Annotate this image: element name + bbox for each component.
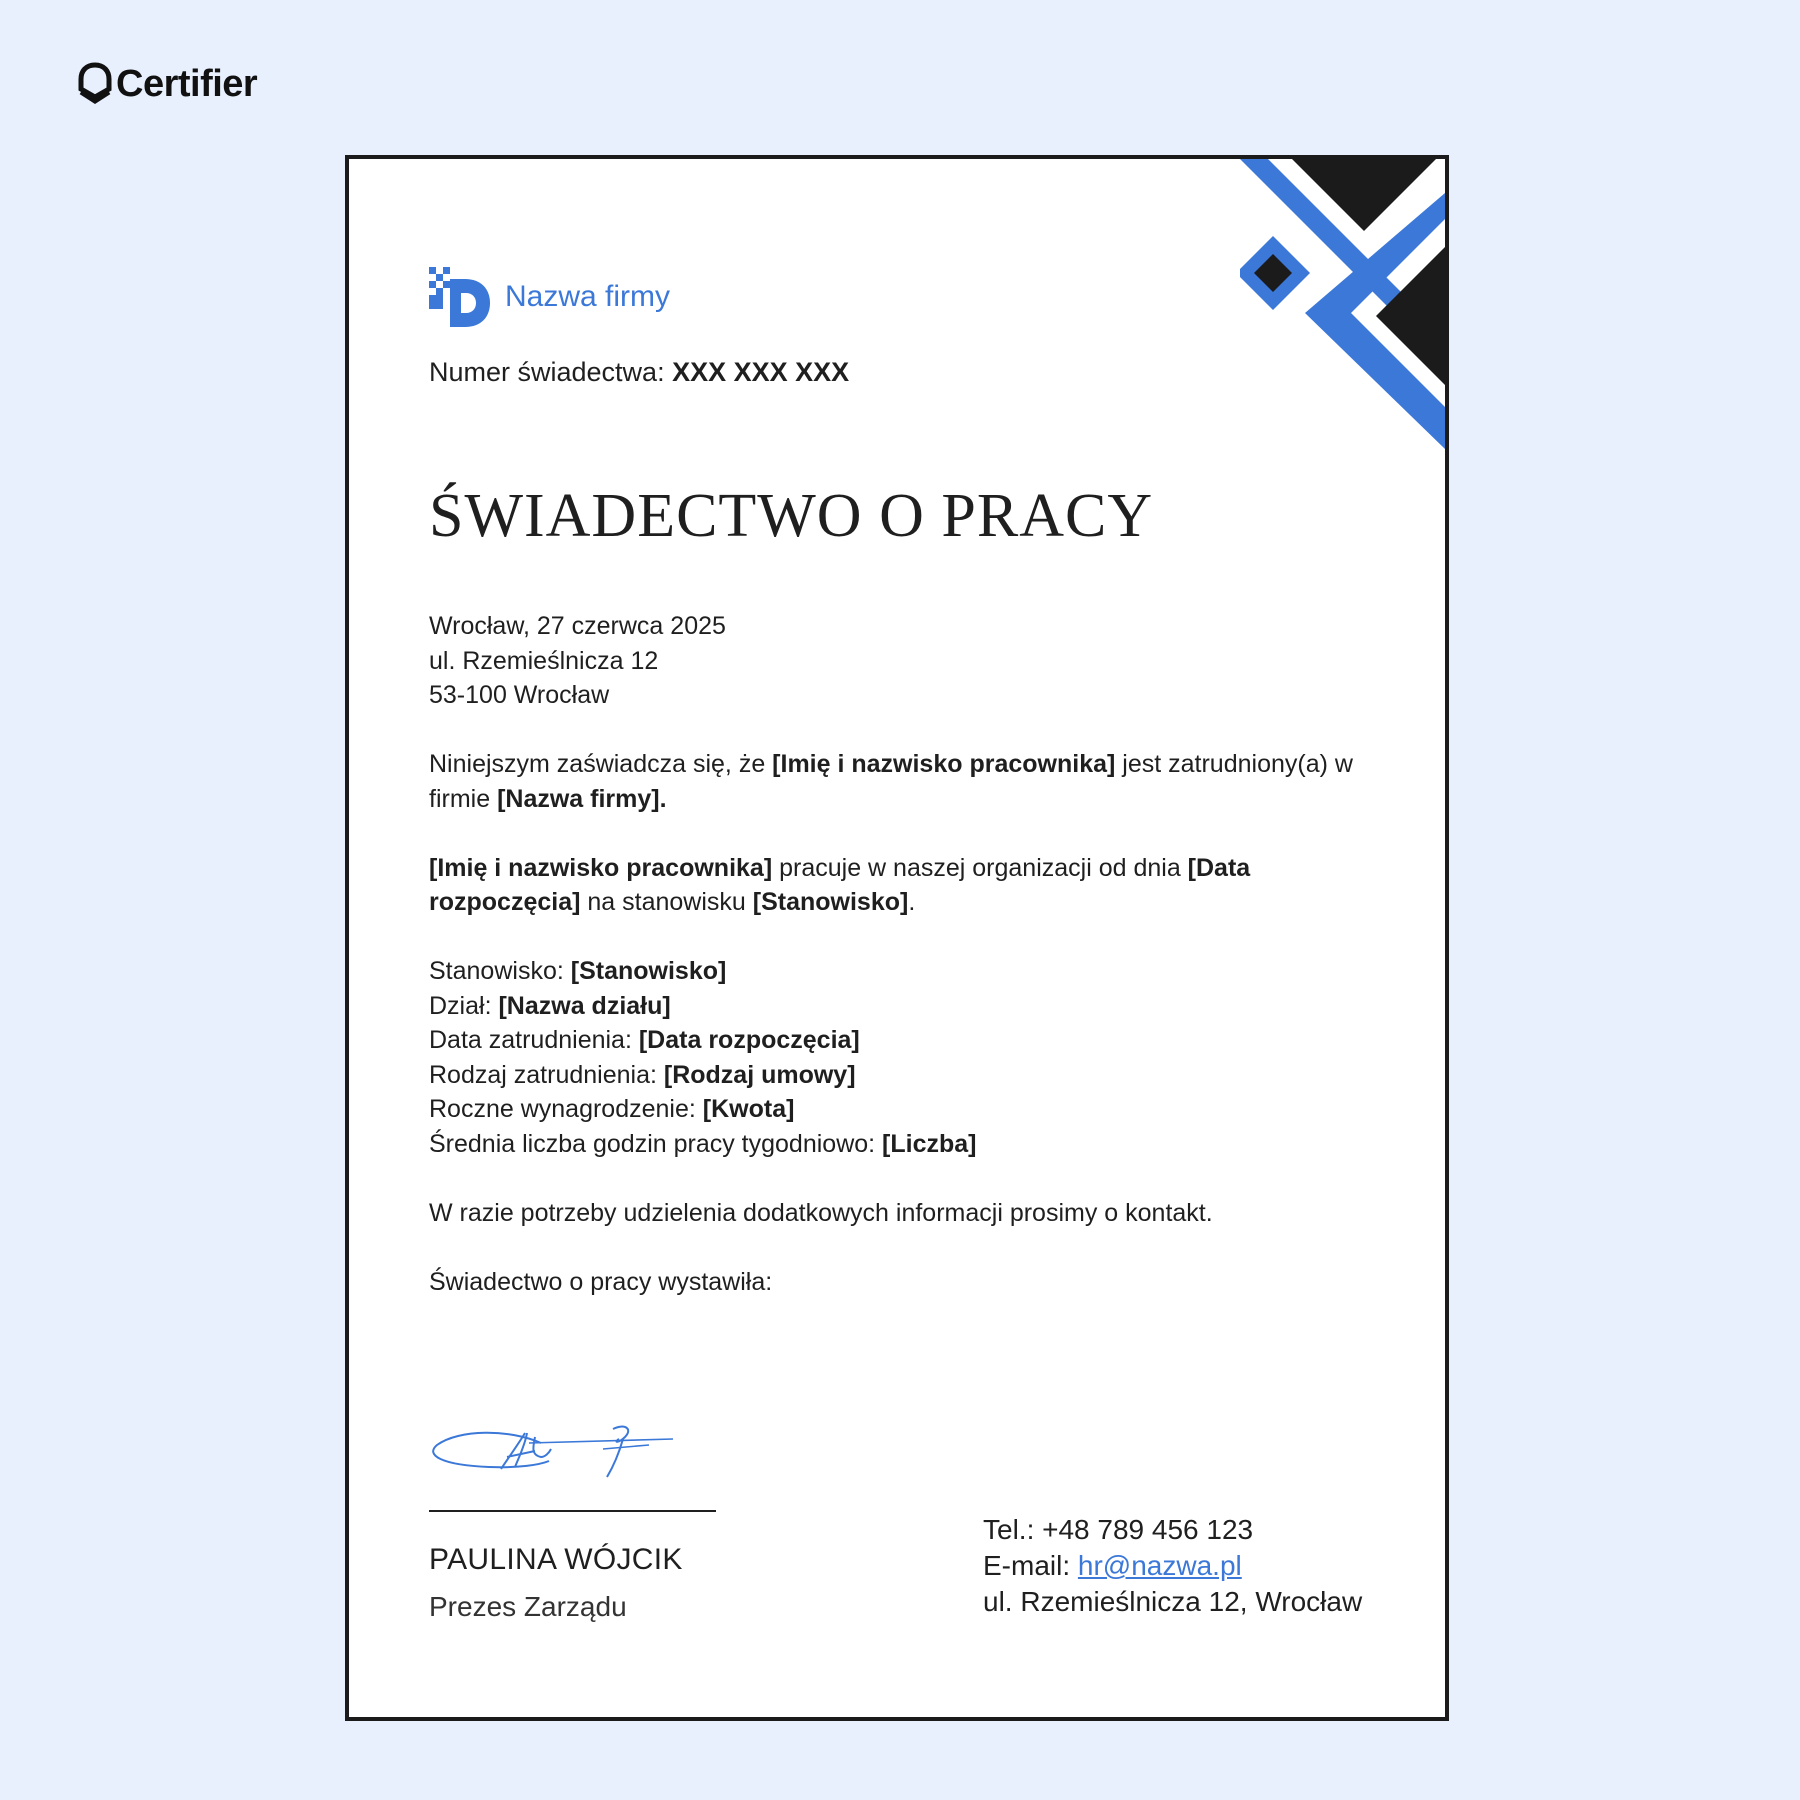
company-logo-icon: [429, 267, 491, 327]
start-date-placeholder: [Data rozpoczęcia]: [429, 853, 1251, 916]
detail-value: [Stanowisko]: [570, 957, 727, 985]
certificate-number: [429, 357, 849, 388]
employment-statement: [429, 747, 1369, 816]
detail-value: [Kwota]: [702, 1095, 795, 1123]
detail-label: Data zatrudnienia:: [429, 1026, 632, 1054]
contact-request: W razie potrzeby udzielenia dodatkowych informacji prosimy o kontakt.: [429, 1198, 1213, 1227]
detail-label: Stanowisko:: [429, 957, 564, 985]
certificate-number-value: XXX XXX XXX: [672, 357, 850, 387]
detail-label: Rodzaj zatrudnienia:: [429, 1060, 657, 1089]
contact-email-label: E-mail:: [983, 1550, 1071, 1581]
signer-name: PAULINA WÓJCIK: [429, 1543, 683, 1576]
detail-value: [Liczba]: [882, 1129, 977, 1158]
company-header: [429, 267, 670, 327]
detail-value: [Data rozpoczęcia]: [638, 1026, 860, 1054]
place-and-address: [429, 609, 1369, 713]
issued-by-label: Świadectwo o pracy wystawiła:: [429, 1267, 773, 1296]
contact-email-row: [983, 1548, 1362, 1584]
company-name-placeholder: [Nazwa firmy].: [497, 784, 667, 813]
statement-text: .: [908, 888, 916, 916]
certifier-brand-name: Certifier: [116, 62, 258, 105]
detail-label: Dział:: [429, 991, 492, 1020]
detail-label: Średnia liczba godzin pracy tygodniowo:: [429, 1129, 876, 1158]
statement-text: Niniejszym zaświadcza się, że: [429, 750, 773, 778]
detail-value: [Rodzaj umowy]: [663, 1060, 856, 1089]
statement-text: na stanowisku: [580, 888, 753, 916]
signer-role: Prezes Zarządu: [429, 1591, 627, 1622]
statement-text: jest zatrudniony(a) w firmie: [429, 750, 1353, 813]
detail-label: Roczne wynagrodzenie:: [429, 1095, 696, 1123]
certifier-logo-icon: [78, 62, 112, 106]
company-name: Nazwa firmy: [505, 280, 671, 313]
employee-name-placeholder: [Imię i nazwisko pracownika]: [772, 750, 1116, 778]
contact-email-link[interactable]: hr@nazwa.pl: [1077, 1550, 1242, 1581]
address-line-2: 53-100 Wrocław: [429, 681, 610, 709]
address-line-1: ul. Rzemieślnicza 12: [429, 646, 659, 675]
contact-block: [983, 1512, 1362, 1620]
detail-value: [Nazwa działu]: [498, 991, 671, 1020]
certificate-body: [429, 609, 1369, 1334]
employment-certificate: [345, 155, 1449, 1721]
contact-address: ul. Rzemieślnicza 12, Wrocław: [983, 1586, 1363, 1617]
certificate-number-label: Numer świadectwa:: [429, 357, 665, 387]
certifier-brand: [78, 62, 257, 106]
statement-text: pracuje w naszej organizacji od dnia: [772, 853, 1188, 882]
place-date: Wrocław, 27 czerwca 2025: [429, 612, 726, 640]
page-title: ŚWIADECTWO O PRACY: [429, 482, 1154, 550]
employee-name-placeholder: [Imię i nazwisko pracownika]: [429, 853, 773, 882]
details-list: [429, 954, 1369, 1161]
signature-image: [429, 1423, 674, 1483]
signature-line: [429, 1510, 716, 1512]
corner-decoration: [1240, 159, 1445, 449]
position-placeholder: [Stanowisko]: [752, 888, 909, 916]
contact-phone: Tel.: +48 789 456 123: [983, 1514, 1254, 1545]
employment-details-statement: [429, 851, 1369, 920]
